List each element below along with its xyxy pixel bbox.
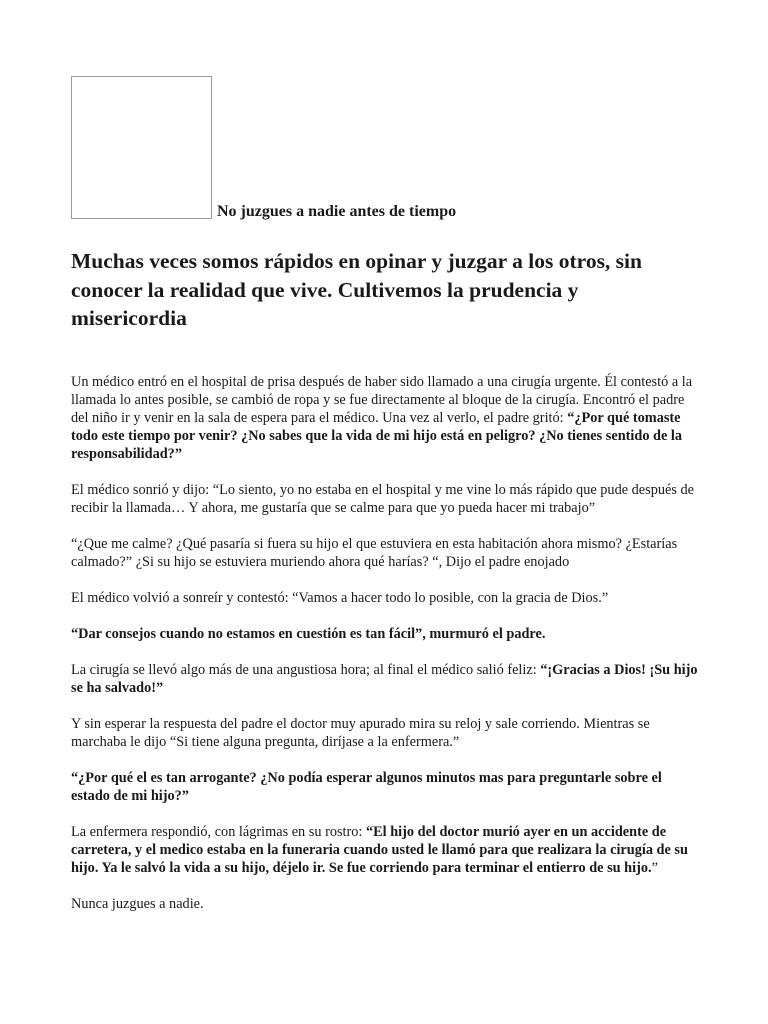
paragraph-10: Nunca juzgues a nadie. xyxy=(71,895,204,912)
paragraph-4: El médico volvió a sonreír y contestó: “Vamos a hacer todo lo posible, con la gracia de Dios.” xyxy=(71,589,609,606)
paragraph-9-quote: “El hijo del doctor murió ayer en un accidente de carretera, y el medico estaba en la funeraria cuando usted le llamó para que realizara la cirugía de su hijo. Ya le salvó la vida a su hijo, déjelo ir. Se fue corriendo para terminar el entierro de su hijo. xyxy=(71,823,688,876)
article-headline: Muchas veces somos rápidos en opinar y juzgar a los otros, sin conocer la realidad que vive. Cultivemos la prudencia y misericordia xyxy=(71,249,642,330)
article-header xyxy=(71,73,699,219)
paragraph-2: El médico sonrió y dijo: “Lo siento, yo no estaba en el hospital y me vine lo más rápido que pude después de recibir la llamada… Y ahora, me gustaría que se calme para que yo pueda hacer mi trabajo” xyxy=(71,481,694,516)
paragraph-5-quote: “Dar consejos cuando no estamos en cuestión es tan fácil”, murmuró el padre. xyxy=(71,625,546,642)
paragraph-9 xyxy=(71,823,699,877)
paragraph-1-quote: “¿Por qué tomaste todo este tiempo por venir? ¿No sabes que la vida de mi hijo está en peligro? ¿No tienes sentido de la responsabilidad?” xyxy=(71,409,683,462)
article-body xyxy=(71,373,699,913)
paragraph-1 xyxy=(71,373,699,463)
article xyxy=(71,73,699,931)
paragraph-6 xyxy=(71,661,699,697)
paragraph-6-text: La cirugía se llevó algo más de una angustiosa hora; al final el médico salió feliz: xyxy=(71,661,541,678)
paragraph-9-text: La enfermera respondió, con lágrimas en su rostro: xyxy=(71,823,366,840)
paragraph-3: “¿Que me calme? ¿Qué pasaría si fuera su hijo el que estuviera en esta habitación ahora mismo? ¿Estarías calmado?” ¿Si su hijo se estuviera muriendo ahora qué harías? “, Dijo el padre enojado xyxy=(71,535,678,570)
paragraph-8-quote: “¿Por qué el es tan arrogante? ¿No podía esperar algunos minutos mas para preguntarle sobre el estado de mi hijo?” xyxy=(71,769,662,804)
paragraph-6-quote: “¡Gracias a Dios! ¡Su hijo se ha salvado!” xyxy=(71,661,698,696)
article-image-placeholder xyxy=(71,76,212,219)
paragraph-7: Y sin esperar la respuesta del padre el doctor muy apurado mira su reloj y sale corriendo. Mientras se marchaba le dijo “Si tiene alguna pregunta, diríjase a la enfermera.” xyxy=(71,715,650,750)
paragraph-8 xyxy=(71,769,699,805)
paragraph-9-end: ” xyxy=(651,859,658,876)
paragraph-1-text: Un médico entró en el hospital de prisa después de haber sido llamado a una cirugía urgente. Él contestó a la llamada lo antes posible, se cambió de ropa y se fue directamente al bloque de la cirugía. Encontró el padre del niño ir y venir en la sala de espera para el médico. Una vez al verlo, el padre gritó: xyxy=(71,373,693,426)
article-title: No juzgues a nadie antes de tiempo xyxy=(217,203,457,220)
paragraph-5 xyxy=(71,625,699,643)
